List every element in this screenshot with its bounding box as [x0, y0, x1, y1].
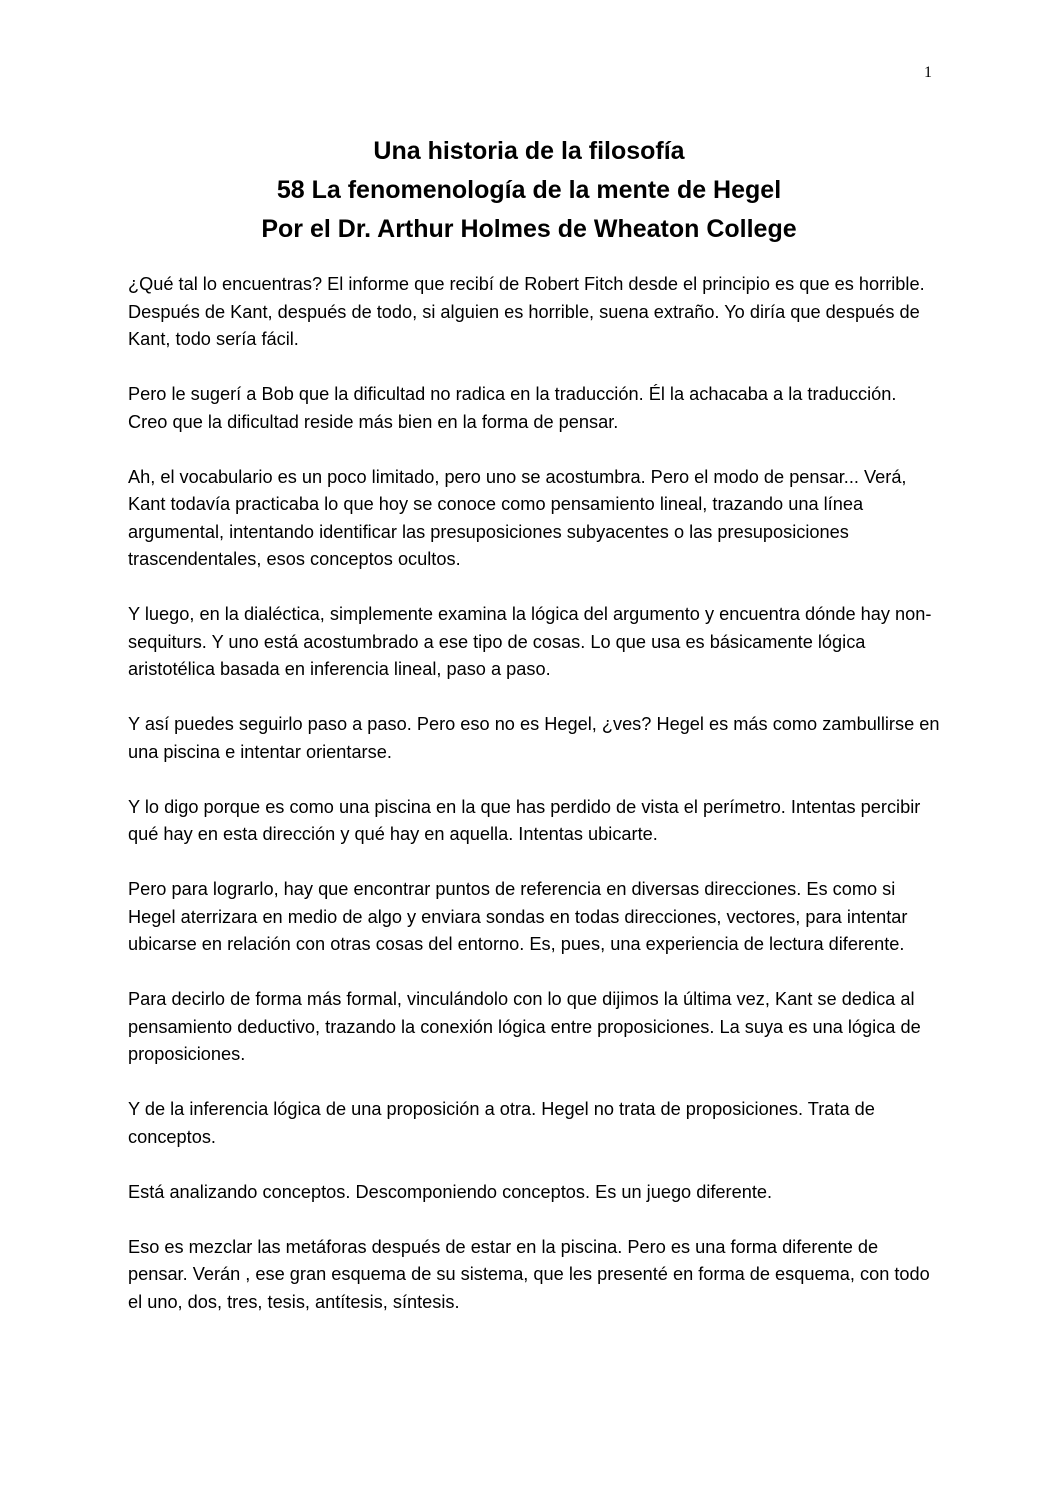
paragraph: Y de la inferencia lógica de una proposición a otra. Hegel no trata de proposiciones. Trata de conceptos. — [128, 1099, 875, 1147]
paragraph: ¿Qué tal lo encuentras? El informe que recibí de Robert Fitch desde el principio es que es horrible. Después de Kant, después de todo, si alguien es horrible, suena extraño. Yo diría que después de Kant, todo sería fácil. — [128, 274, 925, 349]
paragraph: Pero para lograrlo, hay que encontrar puntos de referencia en diversas direcciones. Es como si Hegel aterrizara en medio de algo y enviara sondas en todas direcciones, vectores, para intentar ubicarse en relación con otras cosas del entorno. Es, pues, una experiencia de lectura diferente. — [128, 879, 908, 954]
paragraph: Y luego, en la dialéctica, simplemente examina la lógica del argumento y encuentra dónde hay non-sequiturs. Y uno está acostumbrado a ese tipo de cosas. Lo que usa es básicamente lógica aristotélica basada en inferencia lineal, paso a paso. — [128, 604, 932, 679]
paragraph: Ah, el vocabulario es un poco limitado, pero uno se acostumbra. Pero el modo de pensar... Verá, Kant todavía practicaba lo que hoy se conoce como pensamiento lineal, trazando una línea argumental, intentando identificar las presuposiciones subyacentes o las presuposiciones trascendentales, esos conceptos ocultos. — [128, 466, 907, 569]
paragraph: Está analizando conceptos. Descomponiendo conceptos. Es un juego diferente. — [128, 1181, 773, 1202]
document-body — [128, 271, 940, 1344]
document-title — [0, 132, 1058, 249]
title-author: Por el Dr. Arthur Holmes de Wheaton College — [261, 215, 797, 243]
title-series: Una historia de la filosofía — [373, 137, 685, 165]
page-number: 1 — [924, 64, 932, 81]
paragraph: Y lo digo porque es como una piscina en la que has perdido de vista el perímetro. Intentas percibir qué hay en esta dirección y qué hay en aquella. Intentas ubicarte. — [128, 796, 921, 844]
paragraph: Para decirlo de forma más formal, vinculándolo con lo que dijimos la última vez, Kant se dedica al pensamiento deductivo, trazando la conexión lógica entre proposiciones. La suya es una lógica de proposiciones. — [128, 989, 921, 1064]
paragraph: Pero le sugerí a Bob que la dificultad no radica en la traducción. Él la achacaba a la traducción. Creo que la dificultad reside más bien en la forma de pensar. — [128, 384, 897, 432]
paragraph: Eso es mezclar las metáforas después de estar en la piscina. Pero es una forma diferente de pensar. Verán , ese gran esquema de su sistema, que les presenté en forma de esquema, con todo el uno, dos, tres, tesis, antítesis, síntesis. — [128, 1236, 930, 1312]
paragraph: Y así puedes seguirlo paso a paso. Pero eso no es Hegel, ¿ves? Hegel es más como zambullirse en una piscina e intentar orientarse. — [128, 714, 940, 762]
title-lecture: 58 La fenomenología de la mente de Hegel — [276, 176, 782, 204]
